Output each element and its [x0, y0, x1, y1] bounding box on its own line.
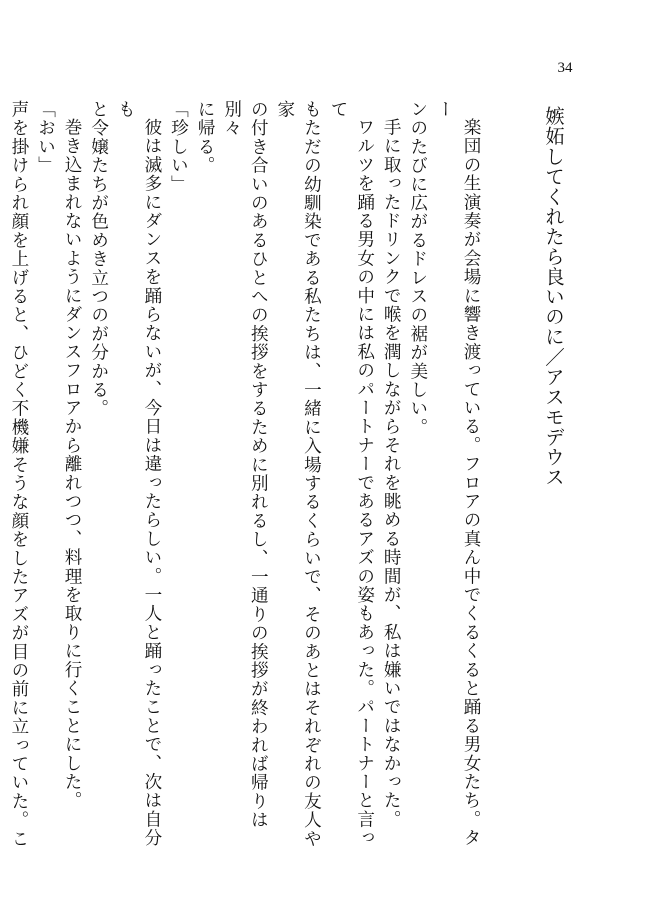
body-text: [8, 100, 484, 860]
paragraph: ワルツを踊る男女の中には私のパートナーであるアズの姿もあった。パートナーと言って もただの幼馴染である私たちは、一緒に入場するくらいで、そのあとはそれぞれの友人や家 の付き合いのあるひとへの挨拶をするために別れるし、一通りの挨拶が終われば帰りは別々 に帰る。: [195, 100, 375, 848]
paragraph: 声を掛けられ顔を上げると、ひどく不機嫌そうな顔をしたアズが目の前に立っていた。こ: [8, 100, 29, 848]
dialogue-line: 「おい」: [35, 100, 56, 175]
chapter-title: 嫉妬してくれたら良いのに／アスモデウス: [542, 106, 565, 487]
page-number: 34: [557, 60, 573, 76]
dialogue-line: 「珍しい」: [168, 100, 189, 194]
paragraph: 楽団の生演奏が会場に響き渡っている。フロアの真ん中でくるくると踊る男女たち。ター ンのたびに広がるドレスの裾が美しい。: [407, 100, 481, 847]
paragraph: 彼は滅多にダンスを踊らないが、今日は違ったらしい。一人と踊ったことで、次は自分も と令嬢たちが色めき立つのが分かる。: [88, 100, 162, 847]
paragraph: 巻き込まれないようにダンスフロアから離れつつ、料理を取りに行くことにした。: [62, 117, 83, 810]
paragraph: 手に取ったドリンクで喉を潤しながらそれを眺める時間が、私は嫌いではなかった。: [381, 117, 402, 829]
